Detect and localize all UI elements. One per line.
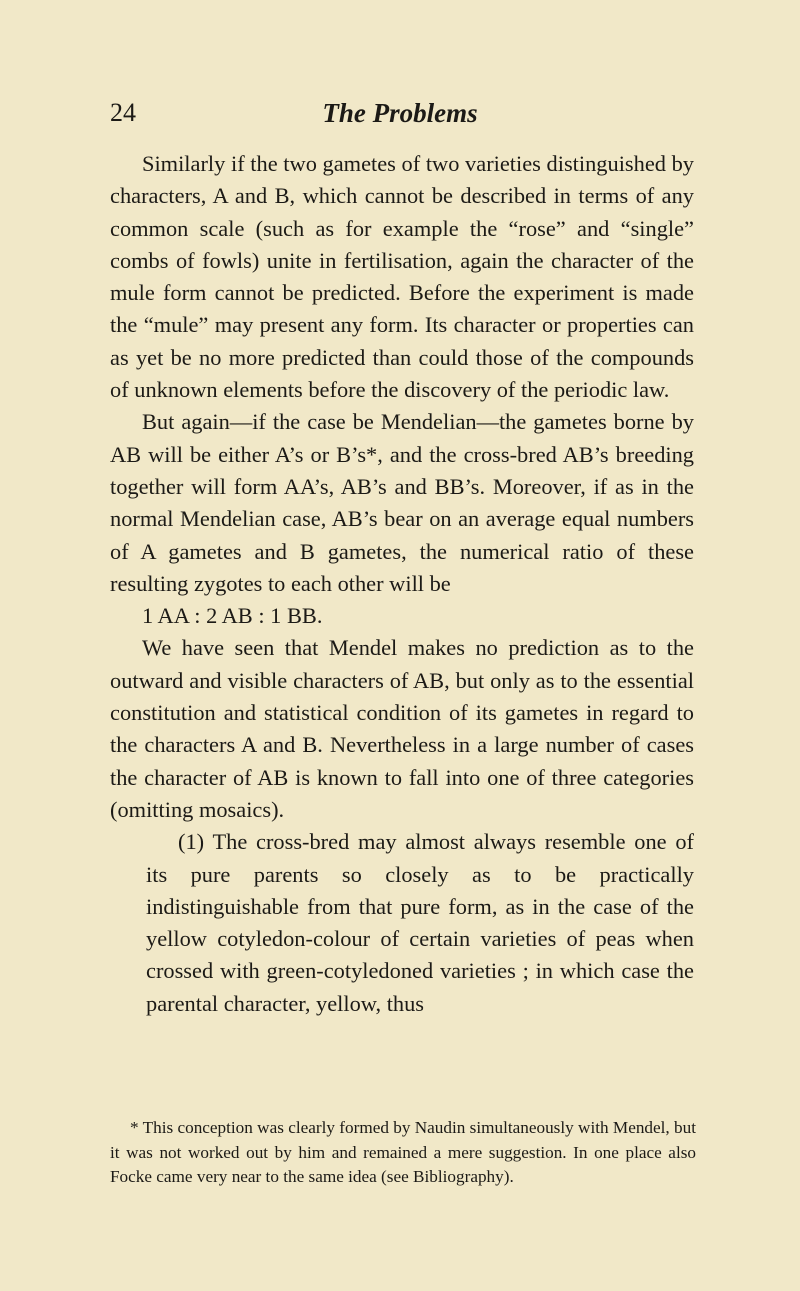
ratio-formula: 1 AA : 2 AB : 1 BB. (142, 603, 323, 629)
list-item-1: (1) The cross-bred may almost always resemble one of its pure parents so closely as to be practically indistinguishable from that pure form, as in the case of the yellow cotyledon-colour of certain varieties of peas when crossed with green-cotyledoned varieties ; in which case the parental character, yellow, thus (146, 829, 694, 1016)
paragraph-3: We have seen that Mendel makes no prediction as to the outward and visible characters of AB, but only as to the essential constitution and statistical condition of its gametes in regard to the characters A and B. Nevertheless in a large number of cases the character of AB is known to fall into one of three categories (omitting mosaics). (110, 635, 694, 822)
paragraph-2: But again—if the case be Mendelian—the gametes borne by AB will be either A’s or B’s*, and the cross-bred AB’s breeding together will form AA’s, AB’s and BB’s. Moreover, if as in the normal Mendelian case, AB’s bear on an average equal numbers of A gametes and B gametes, the numerical ratio of these resulting zygotes to each other will be (110, 409, 694, 596)
body-text (110, 148, 694, 1020)
page-header (110, 98, 690, 138)
footnote-text: * This conception was clearly formed by Naudin simultaneously with Mendel, but it was not worked out by him and remained a mere suggestion. In one place also Focke came very near to the same idea (see Bibliography). (110, 1118, 696, 1187)
paragraph-1: Similarly if the two gametes of two varieties distinguished by characters, A and B, which cannot be described in terms of any common scale (such as for example the “rose” and “single” combs of fowls) unite in fertilisation, again the character of the mule form cannot be predicted. Before the experiment is made the “mule” may present any form. Its character or properties can as yet be no more predicted than could those of the compounds of unknown elements before the discovery of the periodic law. (110, 151, 694, 403)
footnote (110, 1116, 696, 1190)
page-number: 24 (110, 98, 136, 127)
running-title: The Problems (322, 98, 478, 128)
